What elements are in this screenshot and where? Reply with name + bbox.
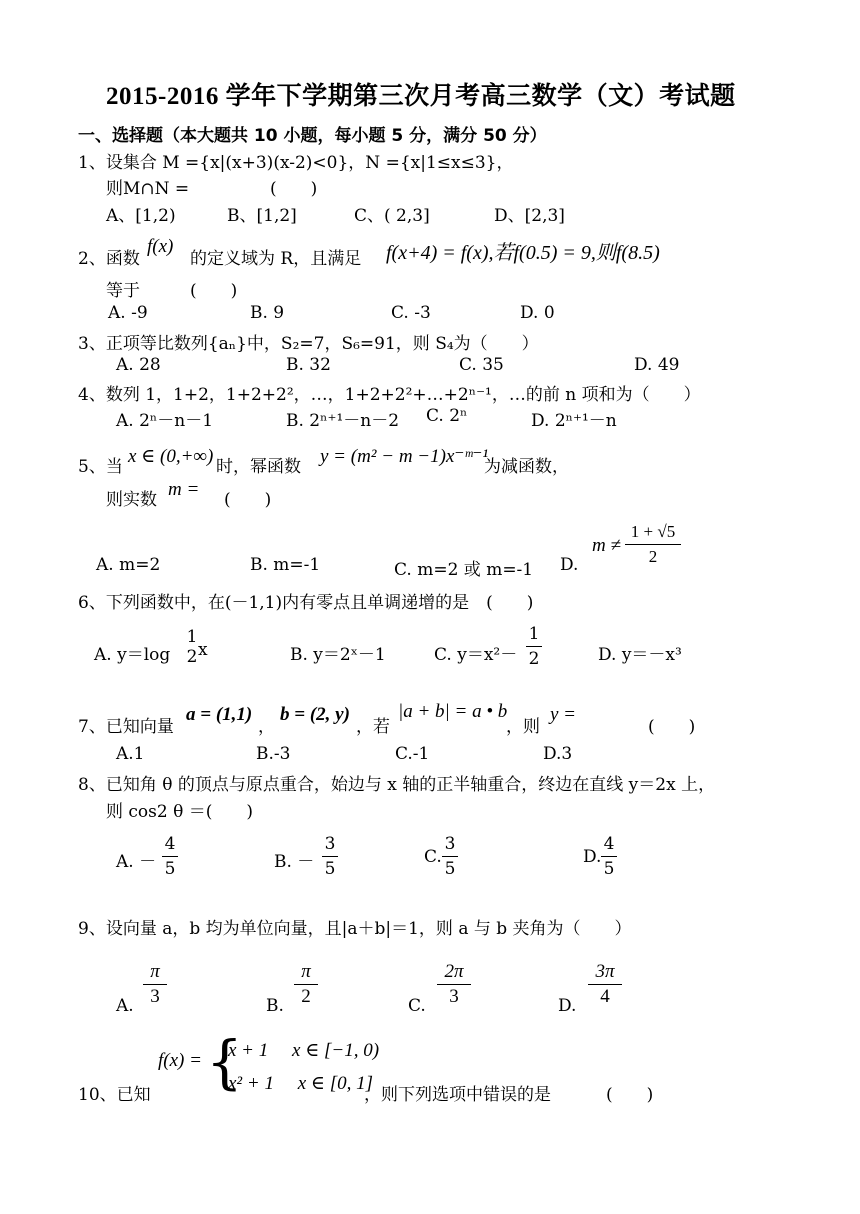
q9-option-c-fraction: 2π 3: [437, 962, 471, 1007]
q5-stem: 时，幂函数: [216, 457, 301, 477]
q5-option-d-fraction: 1 + √5 2: [625, 522, 681, 567]
q8-option-a: A. －: [116, 852, 157, 872]
q9-option-a-fraction: π 3: [143, 962, 167, 1007]
q7-condition: |a + b| = a • b: [398, 701, 508, 722]
q7-stem-end: ，则: [506, 717, 540, 737]
q6-stem: 6、下列函数中，在(－1,1)内有零点且单调递增的是 ( ): [78, 593, 534, 613]
q9-stem: 9、设向量 a，b 均为单位向量，且|a＋b|＝1，则 a 与 b 夹角为（ ）: [78, 919, 632, 939]
q5-option-d: D.: [560, 555, 579, 575]
q2-function: f(x): [147, 236, 174, 257]
q8-option-c-fraction: 3 5: [442, 834, 458, 879]
q1-stem: 1、设集合 M ={x|(x+3)(x-2)<0}，N ={x|1≤x≤3}，: [78, 153, 514, 173]
q4-option-d: D. 2ⁿ⁺¹－n: [531, 411, 617, 431]
q10-case-1: x + 1 x ∈ [−1, 0): [228, 1040, 380, 1061]
q7-answer-blank: ( ): [648, 717, 696, 737]
q6-option-d: D. y＝－x³: [598, 645, 682, 665]
q4-option-c: C. 2ⁿ: [426, 406, 468, 426]
q10-case-2: x² + 1 x ∈ [0, 1]: [228, 1073, 373, 1094]
q5-option-d-lhs: m ≠: [592, 535, 621, 556]
q7-vector-a: a = (1,1): [186, 704, 253, 725]
q1-option-c: C、( 2,3]: [354, 206, 430, 226]
q5-option-c: C. m=2 或 m=-1: [394, 560, 534, 580]
q9-option-a: A.: [116, 996, 134, 1016]
q7-stem: ，若: [356, 717, 390, 737]
q1-option-b: B、[1,2]: [227, 206, 297, 226]
q9-option-b-fraction: π 2: [294, 962, 318, 1007]
q2-option-b: B. 9: [250, 303, 285, 323]
q2-option-c: C. -3: [391, 303, 431, 323]
q3-option-d: D. 49: [634, 355, 680, 375]
q6-option-a-log-base: 1 2: [186, 627, 198, 667]
q7-number: 7、已知向量: [78, 717, 174, 737]
q8-stem-line2: 则 cos2 θ ＝( ): [106, 802, 254, 822]
q7-option-a: A.1: [116, 744, 145, 764]
q3-option-a: A. 28: [116, 355, 161, 375]
q1-stem-line2: 则M∩N =: [106, 179, 190, 199]
q5-stem-line2: 则实数: [106, 490, 157, 510]
q10-brace: {: [206, 1028, 243, 1096]
q2-answer-blank: ( ): [190, 281, 238, 301]
q3-option-b: B. 32: [286, 355, 331, 375]
q7-comma: ，: [258, 717, 275, 737]
q5-option-b: B. m=-1: [250, 555, 321, 575]
q8-option-c: C.: [424, 847, 442, 867]
q2-number: 2、函数: [78, 249, 140, 269]
q10-stem-end: ，则下列选项中错误的是: [364, 1085, 551, 1105]
q4-stem: 4、数列 1，1+2，1+2+2²，…，1+2+2²+…+2ⁿ⁻¹，…的前 n 项和为（ ）: [78, 385, 701, 405]
q8-option-a-fraction: 4 5: [162, 834, 178, 879]
q8-option-b: B. －: [274, 852, 315, 872]
q6-option-c-fraction: 1 2: [526, 624, 542, 669]
q9-option-b: B.: [266, 996, 284, 1016]
q3-option-c: C. 35: [459, 355, 504, 375]
q2-option-a: A. -9: [108, 303, 148, 323]
q10-function: f(x) =: [158, 1050, 202, 1071]
q7-variable: y =: [550, 704, 577, 725]
q8-option-d: D.: [583, 847, 602, 867]
q9-option-d: D.: [558, 996, 577, 1016]
q8-option-b-fraction: 3 5: [322, 834, 338, 879]
q2-stem: 的定义域为 R，且满足: [190, 249, 362, 269]
q1-answer-blank: ( ): [270, 179, 318, 199]
q6-option-a-arg: x: [198, 640, 208, 660]
q5-number: 5、当: [78, 457, 123, 477]
q6-option-a: A. y＝log: [94, 645, 171, 665]
section-heading: 一、选择题（本大题共 10 小题，每小题 5 分，满分 50 分）: [78, 126, 547, 146]
q7-option-c: C.-1: [395, 744, 430, 764]
q2-option-d: D. 0: [520, 303, 555, 323]
q9-option-d-fraction: 3π 4: [588, 962, 622, 1007]
q2-condition: f(x+4) = f(x),若f(0.5) = 9,则f(8.5): [386, 242, 660, 264]
q5-variable: m =: [168, 479, 200, 500]
q3-stem: 3、正项等比数列{aₙ}中，S₂=7，S₆=91，则 S₄为（ ）: [78, 334, 539, 354]
q5-option-a: A. m=2: [96, 555, 161, 575]
q6-option-b: B. y＝2ˣ－1: [290, 645, 386, 665]
q10-number: 10、已知: [78, 1085, 151, 1105]
q1-option-a: A、[1,2): [106, 206, 176, 226]
q8-stem: 8、已知角 θ 的顶点与原点重合，始边与 x 轴的正半轴重合，终边在直线 y＝2x 上，: [78, 775, 716, 795]
q5-function: y = (m² − m −1)x⁻ᵐ⁻¹: [320, 446, 489, 467]
q9-option-c: C.: [408, 996, 426, 1016]
q7-option-b: B.-3: [256, 744, 291, 764]
q2-stem-line2: 等于: [106, 281, 140, 301]
q10-answer-blank: ( ): [606, 1085, 654, 1105]
q5-stem-end: 为减函数，: [484, 457, 569, 477]
page-title: 2015-2016 学年下学期第三次月考高三数学（文）考试题: [106, 83, 736, 110]
q7-option-d: D.3: [543, 744, 573, 764]
q7-vector-b: b = (2, y): [280, 704, 350, 725]
q5-answer-blank: ( ): [224, 490, 272, 510]
q4-option-b: B. 2ⁿ⁺¹－n－2: [286, 411, 400, 431]
q5-condition: x ∈ (0,+∞): [128, 446, 214, 467]
q8-option-d-fraction: 4 5: [601, 834, 617, 879]
q4-option-a: A. 2ⁿ－n－1: [116, 411, 214, 431]
q1-option-d: D、[2,3]: [494, 206, 565, 226]
q6-option-c: C. y＝x²－: [434, 645, 518, 665]
